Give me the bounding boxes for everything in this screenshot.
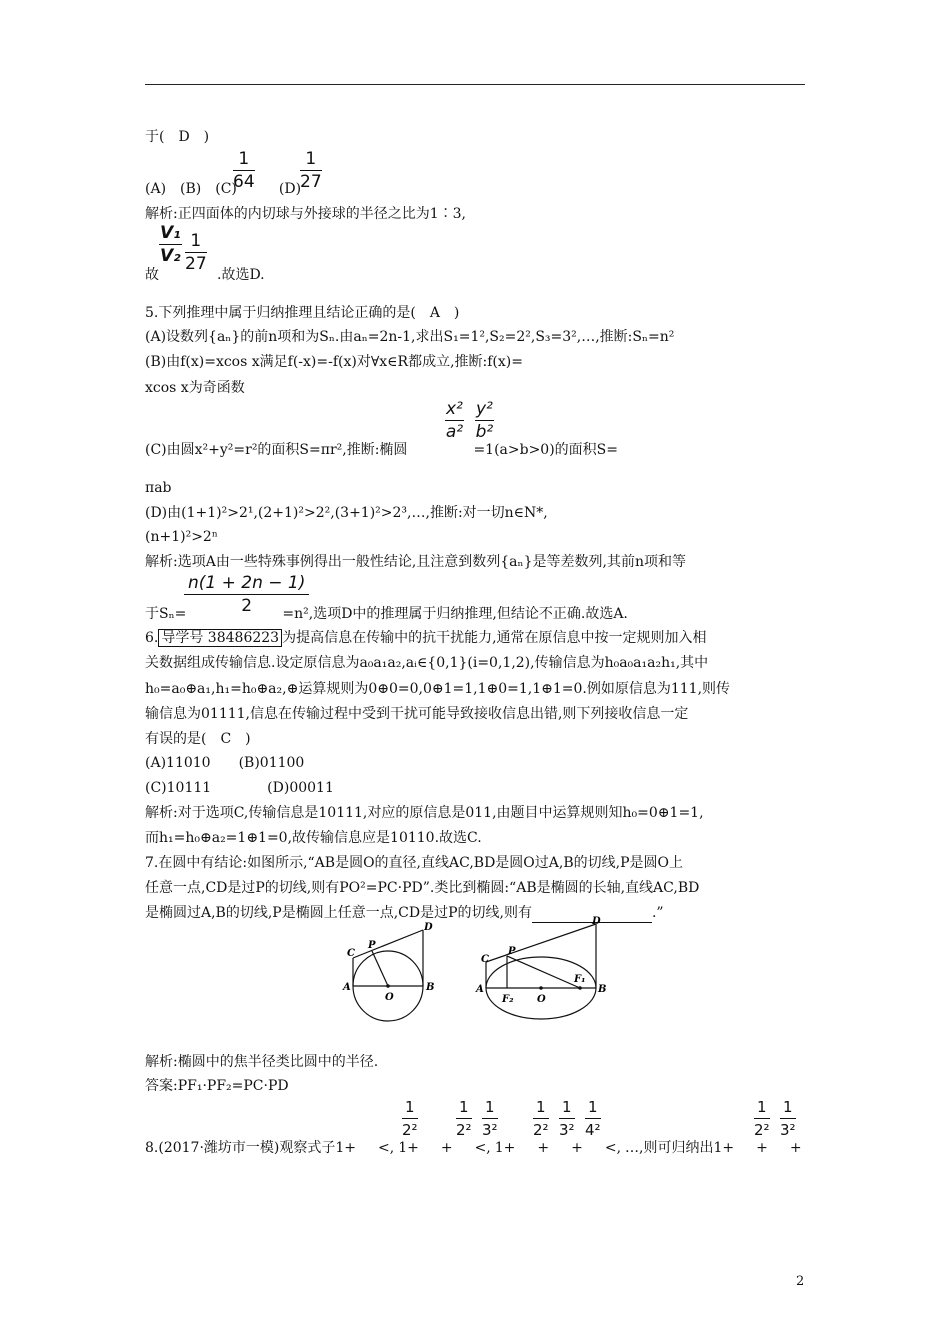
frac-den: a² (445, 422, 464, 442)
q8-frac-5 (558, 1096, 576, 1141)
q8-frac-3 (481, 1096, 499, 1141)
q7-solution: 解析:椭圆中的焦半径类比圆中的半径. (145, 1054, 379, 1070)
q8-frac-6 (584, 1096, 602, 1141)
ellipse-y-fraction (474, 398, 495, 443)
text: 为提高信息在传输中的抗干扰能力,通常在原信息中按一定规则加入相 (282, 630, 707, 646)
q5-title: 5.下列推理中属于归纳推理且结论正确的是( A ) (145, 305, 460, 321)
label-c: C (347, 948, 355, 959)
ratio-value-fraction (184, 230, 208, 275)
q6-line-3: h₀=a₀⊕a₁,h₁=h₀⊕a₂,⊕运算规则为0⊕0=0,0⊕1=1,1⊕0=1,1⊕1=0.例如原信息为111,则传 (145, 681, 731, 697)
q5-solution: 解析:选项A由一些特殊事例得出一般性结论,且注意到数列{aₙ}是等差数列,其前n项和等 (145, 554, 686, 570)
lt: <, (378, 1140, 395, 1156)
frac-den: 3² (780, 1121, 796, 1139)
label-o: O (537, 994, 546, 1005)
plus: + (440, 1140, 453, 1156)
frac-num: 1 (585, 1096, 601, 1119)
lt: <, (604, 1140, 622, 1156)
q4-option-d-fraction (299, 148, 323, 193)
dots-then: …,则可归纳出1+ (625, 1140, 735, 1156)
frac-den: 27 (300, 172, 322, 192)
frac-num: 1 (402, 1096, 418, 1119)
center-dot (539, 986, 543, 990)
q4-options-ab: (A) (B) (C) (145, 181, 237, 197)
label-f1: F₁ (574, 974, 586, 985)
center-dot (386, 984, 390, 988)
q8-frac-7 (753, 1096, 771, 1141)
ellipse-figure (474, 912, 624, 1026)
label-o: O (385, 992, 394, 1003)
label-a: A (476, 984, 484, 995)
q6-solution-1: 解析:对于选项C,传输信息是10111,对应的原信息是011,由题目中运算规则知h₀=0⊕1=1, (145, 805, 704, 821)
plus: + (537, 1140, 550, 1156)
q8-frac-1 (401, 1096, 419, 1141)
q5-solution-cont (145, 604, 628, 624)
q8-frac-8 (779, 1096, 797, 1141)
q6-options-ab: (A)11010 (B)01100 (145, 755, 305, 771)
q6-line-2: 关数据组成传输信息.设定原信息为a₀a₁a₂,aᵢ∈{0,1}(i=0,1,2),传输信息为h₀a₀a₁a₂h₁,其中 (145, 655, 709, 671)
frac-den: 2² (402, 1121, 418, 1139)
frac-num: V₁ (160, 223, 181, 243)
q5-option-d-cont: (n+1)²>2ⁿ (145, 529, 218, 545)
text-c-tail: =1(a>b>0)的面积S= (473, 442, 618, 458)
frac-num: 1 (559, 1096, 575, 1119)
plus: + (571, 1140, 583, 1156)
frac-den: 3² (482, 1121, 498, 1139)
q4-answer-line: 于( D ) (145, 129, 210, 145)
header-rule (145, 84, 805, 85)
label-f2: F₂ (502, 994, 514, 1005)
q5-option-a: (A)设数列{aₙ}的前n项和为Sₙ.由aₙ=2n-1,求出S₁=1²,S₂=2²,S₃=3²,…,推断:Sₙ=n² (145, 329, 675, 345)
frac-den: 27 (185, 254, 207, 274)
q5-option-b: (B)由f(x)=xcos x满足f(-x)=-f(x)对∀x∈R都成立,推断:f(x)= (145, 354, 523, 370)
q7-answer: 答案:PF₁·PF₂=PC·PD (145, 1078, 289, 1094)
plus: + (756, 1140, 768, 1156)
q6-line-5: 有误的是( C ) (145, 731, 251, 747)
q7-line-2: 任意一点,CD是过P的切线,则有PO²=PC·PD”.类比到椭圆:“AB是椭圆的长轴,直线AC,BD (145, 880, 700, 896)
q4-option-c-fraction (232, 148, 256, 193)
frac-num: 1 (456, 1096, 472, 1119)
label-b: B (426, 982, 435, 993)
label-d: D (592, 916, 601, 927)
ellipse-x-fraction (444, 398, 465, 443)
q4-options (145, 179, 301, 199)
label-p: P (368, 940, 376, 951)
q5-option-d: (D)由(1+1)²>2¹,(2+1)²>2²,(3+1)²>2³,…,推断:对一切n∈N*, (145, 505, 548, 521)
q8-frac-4 (532, 1096, 550, 1141)
q7-line-1: 7.在圆中有结论:如图所示,“AB是圆O的直径,直线AC,BD是圆O过A,B的切线,P是圆O上 (145, 855, 683, 871)
text-c: (C)由圆x²+y²=r²的面积S=πr²,推断:椭圆 (145, 442, 408, 458)
frac-num: 1 (482, 1096, 498, 1119)
q5-option-c (145, 440, 618, 460)
guide-number-box: 导学号 38486223 (158, 629, 282, 647)
frac-den: 2² (456, 1121, 472, 1139)
frac-num: 1 (233, 148, 255, 171)
frac-den: 64 (233, 172, 255, 192)
text-pre: 于Sₙ= (145, 606, 187, 622)
q4-solution: 解析:正四面体的内切球与外接球的半径之比为1∶3, (145, 206, 466, 222)
label-b: B (598, 984, 607, 995)
frac-den: V₂ (160, 246, 181, 266)
radius-po (372, 951, 388, 986)
q8-frac-2 (455, 1096, 473, 1141)
frac-num: x² (446, 399, 463, 419)
frac-den: 3² (559, 1121, 575, 1139)
q8-prefix: 8.(2017·潍坊市一模)观察式子1+ (145, 1140, 356, 1156)
q8-line (145, 1138, 802, 1158)
page-number: 2 (796, 1274, 805, 1289)
q6-line-1 (145, 628, 707, 648)
frac-num: 1 (185, 230, 207, 253)
q6-number: 6. (145, 630, 159, 646)
lt: <, (474, 1140, 491, 1156)
frac-den: b² (475, 422, 494, 442)
one-plus: 1+ (494, 1140, 516, 1156)
frac-num: 1 (780, 1096, 796, 1119)
label-d: D (424, 922, 433, 933)
frac-num: 1 (533, 1096, 549, 1119)
focus-f1-dot (578, 986, 582, 990)
frac-den: 4² (585, 1121, 601, 1139)
text-post: =n²,选项D中的推理属于归纳推理,但结论不正确.故选A. (282, 606, 628, 622)
circle-figure (338, 918, 448, 1026)
q5-option-b-cont: xcos x为奇函数 (145, 380, 245, 396)
label-c: C (481, 954, 489, 965)
frac-den: 2² (754, 1121, 770, 1139)
q6-solution-2: 而h₁=h₀⊕a₂=1⊕1=0,故传输信息应是10110.故选C. (145, 830, 482, 846)
frac-den: 2 (241, 596, 253, 616)
text-post: .故选D. (217, 267, 265, 283)
v-ratio-fraction (158, 222, 183, 267)
tangent-cd (353, 930, 423, 958)
frac-den: 2² (533, 1121, 549, 1139)
q4-option-d-label: (D) (278, 181, 302, 197)
q5-option-c-cont: πab (145, 480, 172, 496)
q6-options-cd: (C)10111 (D)00011 (145, 780, 334, 796)
tangent-cd (486, 924, 596, 962)
text-gu: 故 (145, 267, 159, 283)
text-end: .” (651, 905, 664, 921)
one-plus: 1+ (398, 1140, 419, 1156)
q6-line-4: 输信息为01111,信息在传输过程中受到干扰可能导致接收信息出错,则下列接收信息一定 (145, 706, 689, 722)
plus: + (789, 1140, 802, 1156)
frac-num: n(1 + 2n − 1) (184, 572, 309, 595)
frac-num: 1 (754, 1096, 770, 1119)
label-a: A (343, 982, 351, 993)
frac-num: y² (476, 399, 493, 419)
label-p: P (508, 946, 516, 957)
text: 是椭圆过A,B的切线,P是椭圆上任意一点,CD是过P的切线,则有 (145, 905, 532, 921)
frac-num: 1 (300, 148, 322, 171)
